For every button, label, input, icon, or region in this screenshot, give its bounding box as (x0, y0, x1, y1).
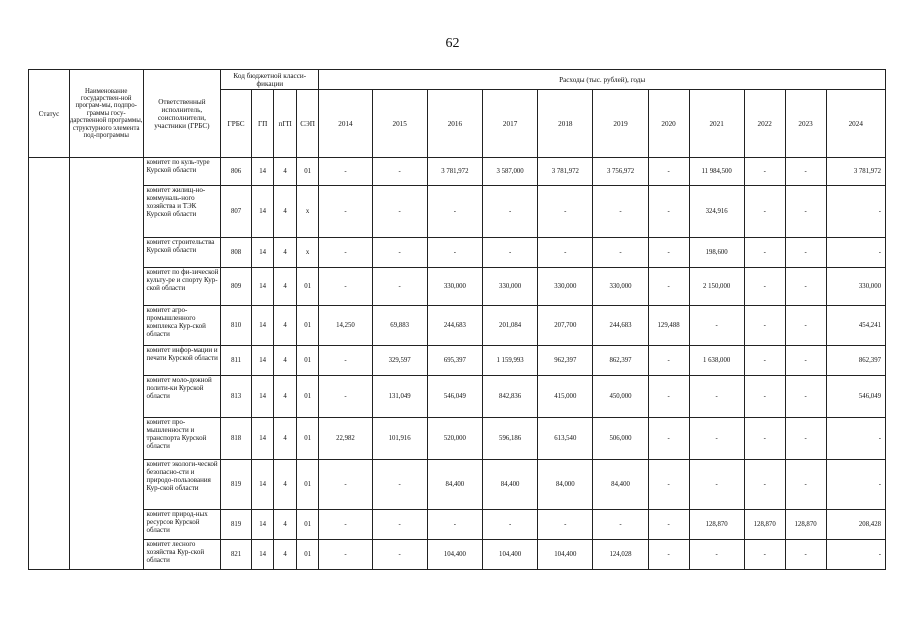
value-cell-2024: - (826, 238, 885, 268)
table-row (29, 510, 886, 540)
value-cell-2023: - (785, 460, 826, 510)
status-cell (29, 158, 70, 570)
value-cell-2023: - (785, 268, 826, 306)
value-cell-2017: 201,084 (482, 306, 537, 346)
pgp-cell: 4 (274, 186, 296, 238)
value-cell-2021: - (689, 306, 744, 346)
header-year-2: 2016 (427, 90, 482, 158)
header-year-5: 2019 (593, 90, 648, 158)
gp-cell: 14 (251, 238, 273, 268)
value-cell-2017: - (482, 186, 537, 238)
sep-cell: 01 (296, 418, 319, 460)
value-cell-2021: 11 984,500 (689, 158, 744, 186)
value-cell-2022: - (744, 306, 785, 346)
value-cell-2022: - (744, 376, 785, 418)
gp-cell: 14 (251, 540, 273, 570)
gp-cell: 14 (251, 376, 273, 418)
value-cell-2024: - (826, 540, 885, 570)
value-cell-2017: - (482, 510, 537, 540)
value-cell-2014: - (319, 268, 372, 306)
grbs-cell: 821 (221, 540, 252, 570)
value-cell-2023: - (785, 346, 826, 376)
value-cell-2024: - (826, 460, 885, 510)
pgp-cell: 4 (274, 376, 296, 418)
pgp-cell: 4 (274, 268, 296, 306)
value-cell-2024: - (826, 186, 885, 238)
executor-cell: комитет про-мышленности и транспорта Курской области (143, 418, 221, 460)
value-cell-2021: - (689, 376, 744, 418)
value-cell-2023: - (785, 418, 826, 460)
value-cell-2016: 546,049 (427, 376, 482, 418)
sep-cell: 01 (296, 158, 319, 186)
table-row (29, 306, 886, 346)
value-cell-2020: - (648, 418, 689, 460)
value-cell-2021: 1 638,000 (689, 346, 744, 376)
sep-cell: 01 (296, 346, 319, 376)
header-code-2: пГП (274, 90, 296, 158)
value-cell-2024: 208,428 (826, 510, 885, 540)
grbs-cell: 811 (221, 346, 252, 376)
value-cell-2018: - (538, 238, 593, 268)
table-row (29, 158, 886, 186)
header-year-0: 2014 (319, 90, 372, 158)
value-cell-2019: 3 756,972 (593, 158, 648, 186)
value-cell-2014: - (319, 158, 372, 186)
executor-cell: комитет моло-дежной полити-ки Курской области (143, 376, 221, 418)
table-row (29, 376, 886, 418)
grbs-cell: 806 (221, 158, 252, 186)
value-cell-2018: 207,700 (538, 306, 593, 346)
value-cell-2015: 131,049 (372, 376, 427, 418)
sep-cell: 01 (296, 460, 319, 510)
header-budget-code: Код бюджетной класси-фикации (221, 70, 319, 90)
value-cell-2020: - (648, 510, 689, 540)
value-cell-2016: - (427, 238, 482, 268)
grbs-cell: 819 (221, 460, 252, 510)
value-cell-2019: 506,000 (593, 418, 648, 460)
header-code-3: СЭП (296, 90, 319, 158)
value-cell-2023: - (785, 186, 826, 238)
header-year-3: 2017 (482, 90, 537, 158)
value-cell-2014: - (319, 186, 372, 238)
executor-cell: комитет агро-промышленного комплекса Кур-ской области (143, 306, 221, 346)
value-cell-2020: - (648, 460, 689, 510)
value-cell-2021: 324,916 (689, 186, 744, 238)
value-cell-2024: - (826, 418, 885, 460)
gp-cell: 14 (251, 268, 273, 306)
value-cell-2023: - (785, 238, 826, 268)
value-cell-2021: 128,870 (689, 510, 744, 540)
value-cell-2015: - (372, 540, 427, 570)
value-cell-2022: - (744, 460, 785, 510)
executor-cell: комитет жилищ-но-коммуналь-ного хозяйства и ТЭК Курской области (143, 186, 221, 238)
value-cell-2016: 104,400 (427, 540, 482, 570)
value-cell-2016: 520,000 (427, 418, 482, 460)
gp-cell: 14 (251, 418, 273, 460)
value-cell-2021: 2 150,000 (689, 268, 744, 306)
value-cell-2016: 84,400 (427, 460, 482, 510)
value-cell-2014: - (319, 376, 372, 418)
value-cell-2021: - (689, 418, 744, 460)
value-cell-2015: 329,597 (372, 346, 427, 376)
value-cell-2019: - (593, 186, 648, 238)
value-cell-2023: - (785, 540, 826, 570)
value-cell-2020: 129,488 (648, 306, 689, 346)
executor-cell: комитет экологи-ческой безопасно-сти и природо-пользования Кур-ской области (143, 460, 221, 510)
header-year-8: 2022 (744, 90, 785, 158)
value-cell-2022: - (744, 238, 785, 268)
value-cell-2020: - (648, 158, 689, 186)
value-cell-2015: - (372, 238, 427, 268)
table-row (29, 540, 886, 570)
value-cell-2014: - (319, 238, 372, 268)
value-cell-2014: - (319, 346, 372, 376)
value-cell-2021: 198,600 (689, 238, 744, 268)
grbs-cell: 810 (221, 306, 252, 346)
header-year-10: 2024 (826, 90, 885, 158)
pgp-cell: 4 (274, 306, 296, 346)
executor-cell: комитет природ-ных ресурсов Курской области (143, 510, 221, 540)
gp-cell: 14 (251, 306, 273, 346)
budget-table (28, 69, 886, 570)
gp-cell: 14 (251, 510, 273, 540)
value-cell-2022: - (744, 158, 785, 186)
pgp-cell: 4 (274, 510, 296, 540)
value-cell-2019: - (593, 510, 648, 540)
value-cell-2018: - (538, 510, 593, 540)
value-cell-2016: 244,683 (427, 306, 482, 346)
header-year-1: 2015 (372, 90, 427, 158)
executor-cell: комитет лесного хозяйства Кур-ской области (143, 540, 221, 570)
table-header (29, 70, 886, 158)
value-cell-2023: - (785, 306, 826, 346)
budget-table-container (28, 69, 886, 570)
value-cell-2020: - (648, 540, 689, 570)
value-cell-2022: - (744, 186, 785, 238)
value-cell-2020: - (648, 376, 689, 418)
value-cell-2014: - (319, 510, 372, 540)
table-row (29, 186, 886, 238)
table-body (29, 158, 886, 570)
value-cell-2019: 862,397 (593, 346, 648, 376)
grbs-cell: 808 (221, 238, 252, 268)
sep-cell: 01 (296, 376, 319, 418)
value-cell-2017: 3 587,000 (482, 158, 537, 186)
value-cell-2024: 546,049 (826, 376, 885, 418)
value-cell-2018: 962,397 (538, 346, 593, 376)
value-cell-2015: - (372, 268, 427, 306)
grbs-cell: 813 (221, 376, 252, 418)
value-cell-2017: 842,836 (482, 376, 537, 418)
value-cell-2021: - (689, 460, 744, 510)
header-expenses: Расходы (тыс. рублей), годы (319, 70, 886, 90)
pgp-cell: 4 (274, 238, 296, 268)
value-cell-2018: 104,400 (538, 540, 593, 570)
value-cell-2023: 128,870 (785, 510, 826, 540)
table-row (29, 268, 886, 306)
value-cell-2022: - (744, 418, 785, 460)
value-cell-2017: 596,186 (482, 418, 537, 460)
value-cell-2017: 1 159,993 (482, 346, 537, 376)
value-cell-2022: - (744, 268, 785, 306)
gp-cell: 14 (251, 158, 273, 186)
sep-cell: 01 (296, 268, 319, 306)
value-cell-2015: - (372, 460, 427, 510)
value-cell-2017: 330,000 (482, 268, 537, 306)
table-row (29, 460, 886, 510)
value-cell-2014: 14,250 (319, 306, 372, 346)
value-cell-2022: - (744, 346, 785, 376)
value-cell-2015: - (372, 186, 427, 238)
value-cell-2016: 330,000 (427, 268, 482, 306)
value-cell-2019: 450,000 (593, 376, 648, 418)
value-cell-2014: - (319, 460, 372, 510)
header-year-7: 2021 (689, 90, 744, 158)
value-cell-2014: - (319, 540, 372, 570)
value-cell-2024: 862,397 (826, 346, 885, 376)
value-cell-2018: 613,540 (538, 418, 593, 460)
page-number: 62 (445, 36, 460, 51)
table-row (29, 418, 886, 460)
pgp-cell: 4 (274, 418, 296, 460)
value-cell-2018: - (538, 186, 593, 238)
value-cell-2017: 84,400 (482, 460, 537, 510)
header-year-4: 2018 (538, 90, 593, 158)
grbs-cell: 807 (221, 186, 252, 238)
grbs-cell: 818 (221, 418, 252, 460)
sep-cell: 01 (296, 306, 319, 346)
header-status: Статус (29, 70, 70, 158)
grbs-cell: 809 (221, 268, 252, 306)
value-cell-2018: 3 781,972 (538, 158, 593, 186)
gp-cell: 14 (251, 186, 273, 238)
executor-cell: комитет строительства Курской области (143, 238, 221, 268)
value-cell-2023: - (785, 376, 826, 418)
table-row (29, 346, 886, 376)
value-cell-2017: - (482, 238, 537, 268)
header-code-1: ГП (251, 90, 273, 158)
header-executor: Ответственный исполнитель, соисполнители, участники (ГРБС) (143, 70, 221, 158)
value-cell-2020: - (648, 238, 689, 268)
value-cell-2014: 22,982 (319, 418, 372, 460)
sep-cell: 01 (296, 540, 319, 570)
value-cell-2015: 69,883 (372, 306, 427, 346)
value-cell-2016: - (427, 510, 482, 540)
value-cell-2019: 124,028 (593, 540, 648, 570)
value-cell-2019: 244,683 (593, 306, 648, 346)
value-cell-2016: - (427, 186, 482, 238)
sep-cell: 01 (296, 510, 319, 540)
program-name-cell (69, 158, 143, 570)
pgp-cell: 4 (274, 460, 296, 510)
value-cell-2024: 330,000 (826, 268, 885, 306)
value-cell-2022: - (744, 540, 785, 570)
value-cell-2021: - (689, 540, 744, 570)
pgp-cell: 4 (274, 540, 296, 570)
value-cell-2018: 330,000 (538, 268, 593, 306)
value-cell-2017: 104,400 (482, 540, 537, 570)
value-cell-2015: 101,916 (372, 418, 427, 460)
executor-cell: комитет по фи-зической культу-ре и спорту Кур-ской области (143, 268, 221, 306)
header-year-9: 2023 (785, 90, 826, 158)
value-cell-2024: 454,241 (826, 306, 885, 346)
header-name: Наименование государствен-ной програм-мы, подпро-граммы госу-дарственной программы, структурного элемента под-программы (69, 70, 143, 158)
value-cell-2016: 695,397 (427, 346, 482, 376)
value-cell-2019: 84,400 (593, 460, 648, 510)
gp-cell: 14 (251, 460, 273, 510)
value-cell-2015: - (372, 158, 427, 186)
table-row (29, 238, 886, 268)
sep-cell: х (296, 186, 319, 238)
grbs-cell: 819 (221, 510, 252, 540)
sep-cell: х (296, 238, 319, 268)
value-cell-2018: 84,000 (538, 460, 593, 510)
value-cell-2022: 128,870 (744, 510, 785, 540)
value-cell-2015: - (372, 510, 427, 540)
executor-cell: комитет инфор-мации и печати Курской области (143, 346, 221, 376)
value-cell-2020: - (648, 346, 689, 376)
value-cell-2024: 3 781,972 (826, 158, 885, 186)
value-cell-2020: - (648, 186, 689, 238)
pgp-cell: 4 (274, 346, 296, 376)
header-year-6: 2020 (648, 90, 689, 158)
value-cell-2016: 3 781,972 (427, 158, 482, 186)
value-cell-2019: - (593, 238, 648, 268)
value-cell-2023: - (785, 158, 826, 186)
value-cell-2019: 330,000 (593, 268, 648, 306)
header-code-0: ГРБС (221, 90, 252, 158)
value-cell-2018: 415,000 (538, 376, 593, 418)
pgp-cell: 4 (274, 158, 296, 186)
value-cell-2020: - (648, 268, 689, 306)
gp-cell: 14 (251, 346, 273, 376)
executor-cell: комитет по куль-туре Курской области (143, 158, 221, 186)
